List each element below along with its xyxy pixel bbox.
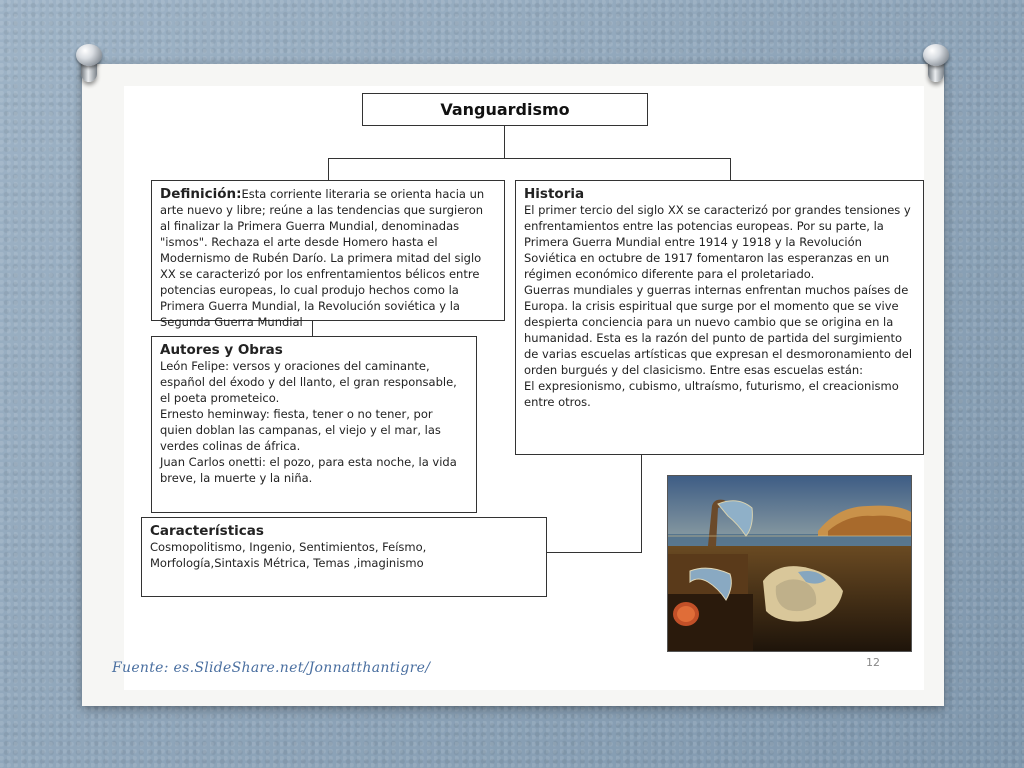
caracteristicas-box bbox=[141, 517, 547, 597]
source-caption: Fuente: es.SlideShare.net/Jonnatthantigre/ bbox=[112, 660, 431, 676]
page-number: 12 bbox=[866, 656, 880, 669]
definicion-text: Esta corriente literaria se orienta hacia un arte nuevo y libre; reúne a las tendencias que surgieron al finalizar la Primera Guerra Mundial, denominadas "ismos". Rechaza el arte desde Homero hasta el Modernismo de Rubén Darío. La primera mitad del siglo XX se caracterizó por los enfrentamientos bélicos entre potencias europeas, lo cual produjo hechos como la Primera Guerra Mundial, la Revolución soviética y la Segunda Guerra Mundial bbox=[160, 187, 485, 329]
pushpin-icon bbox=[919, 44, 953, 84]
historia-label: Historia bbox=[524, 186, 585, 202]
surrealist-painting bbox=[667, 475, 912, 652]
autor-item: Juan Carlos onetti: el pozo, para esta noche, la vida breve, la muerte y la niña. bbox=[160, 455, 457, 485]
definicion-box bbox=[151, 180, 505, 329]
pushpin-icon bbox=[72, 44, 106, 84]
connector-line bbox=[328, 158, 329, 180]
historia-paragraph: El primer tercio del siglo XX se caracterizó por grandes tensiones y enfrentamientos entre las potencias europeas. Por su parte, la Primera Guerra Mundial entre 1914 y 1918 y la Revolución Soviética en octubre de 1917 fomentaron las esperanzas en un régimen económico diferente para el proletariado. bbox=[524, 203, 911, 281]
connector-line bbox=[328, 158, 731, 159]
connector-line bbox=[730, 158, 731, 180]
historia-paragraph: Guerras mundiales y guerras internas enfrentan muchos países de Europa. la crisis espiritual que surge por el momento que se vive despierta conciencia para un nuevo cambio que se origina en la humanidad. Esta es la razón del punto de partida del surgimiento de varias escuelas artísticas que expresan el desmoronamiento del orden burgués y del clasicismo. Entre esas escuelas están: bbox=[524, 283, 913, 377]
caracteristicas-text: Cosmopolitismo, Ingenio, Sentimientos, Feísmo, Morfología,Sintaxis Métrica, Temas ,imaginismo bbox=[150, 540, 427, 570]
diagram-title: Vanguardismo bbox=[362, 93, 648, 126]
caracteristicas-label: Características bbox=[150, 523, 264, 539]
connector-line bbox=[641, 455, 642, 552]
autores-box bbox=[151, 336, 477, 513]
definicion-label: Definición: bbox=[160, 186, 242, 202]
connector-line bbox=[547, 552, 642, 553]
historia-box bbox=[515, 180, 924, 455]
autor-item: León Felipe: versos y oraciones del caminante, español del éxodo y del llanto, el gran responsable, el poeta prometeico. bbox=[160, 359, 457, 405]
connector-line bbox=[504, 126, 505, 159]
autores-label: Autores y Obras bbox=[160, 342, 283, 358]
autor-item: Ernesto heminway: fiesta, tener o no tener, por quien doblan las campanas, el viejo y el mar, las verdes colinas de áfrica. bbox=[160, 407, 441, 453]
historia-paragraph: El expresionismo, cubismo, ultraísmo, futurismo, el creacionismo entre otros. bbox=[524, 379, 899, 409]
